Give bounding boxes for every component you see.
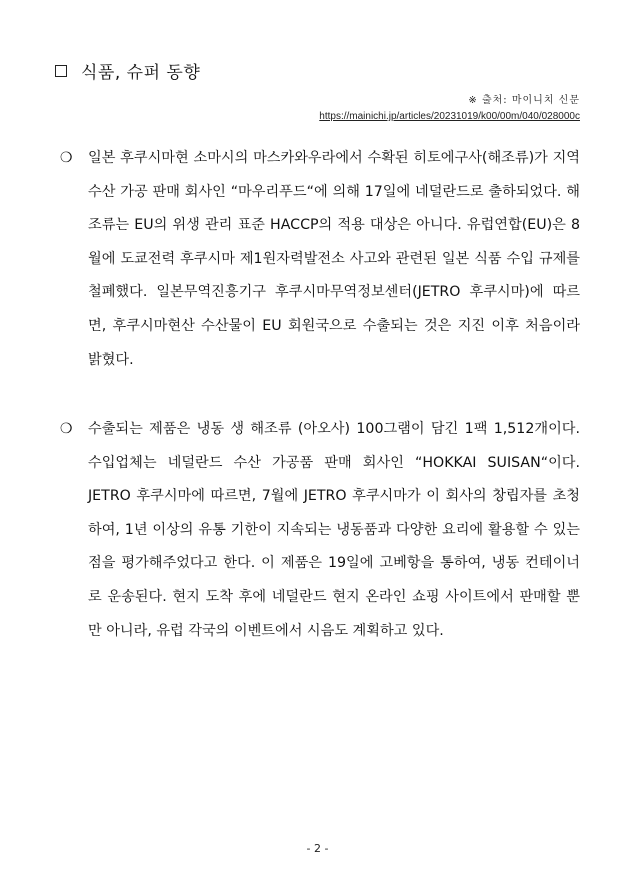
- source-link[interactable]: https://mainichi.jp/articles/20231019/k00/00m/040/028000c: [319, 111, 580, 122]
- paragraph-text: 일본 후쿠시마현 소마시의 마스카와우라에서 수확된 히토에구사(해조류)가 지역 수산 가공 판매 회사인 “마우리푸드“에 의해 17일에 네덜란드로 출하되었다. 해조류는 EU의 위생 관리 표준 HACCP의 적용 대상은 아니다. 유럽연합(EU)은 8월에 도쿄전력 후쿠시마 제1원자력발전소 사고와 관련된 일본 식품 수입 규제를 철폐했다. 일본무역진흥기구 후쿠시마무역정보센터(JETRO 후쿠시마)에 따르면, 후쿠시마현산 수산물이 EU 회원국으로 수출되는 것은 지진 이후 처음이라 밝혔다.: [88, 150, 580, 368]
- circle-bullet-icon: ❍: [60, 421, 73, 437]
- paragraph-2: [60, 413, 580, 648]
- source-label: ※ 출처: 마이니치 신문: [468, 95, 580, 106]
- paragraph-text: 수출되는 제품은 냉동 생 해조류 (아오사) 100그램이 담긴 1팩 1,512개이다. 수입업체는 네덜란드 수산 가공품 판매 회사인 “HOKKAI SUISAN“이다. JETRO 후쿠시마에 따르면, 7월에 JETRO 후쿠시마가 이 회사의 창립자를 초청하여, 1년 이상의 유통 기한이 지속되는 냉동품과 다양한 요리에 활용할 수 있는 점을 평가해주었다고 한다. 이 제품은 19일에 고베항을 통하여, 냉동 컨테이너로 운송된다. 현지 도착 후에 네덜란드 현지 온라인 쇼핑 사이트에서 판매할 뿐만 아니라, 유럽 각국의 이벤트에서 시음도 계획하고 있다.: [88, 421, 580, 639]
- circle-bullet-icon: ❍: [60, 150, 73, 166]
- section-title: 식품, 슈퍼 동향: [81, 63, 201, 83]
- paragraph-1: [60, 142, 580, 377]
- checkbox-square-icon: [55, 65, 67, 77]
- source-citation: [319, 93, 580, 125]
- section-heading: [55, 58, 200, 83]
- page-number: - 2 -: [306, 842, 329, 855]
